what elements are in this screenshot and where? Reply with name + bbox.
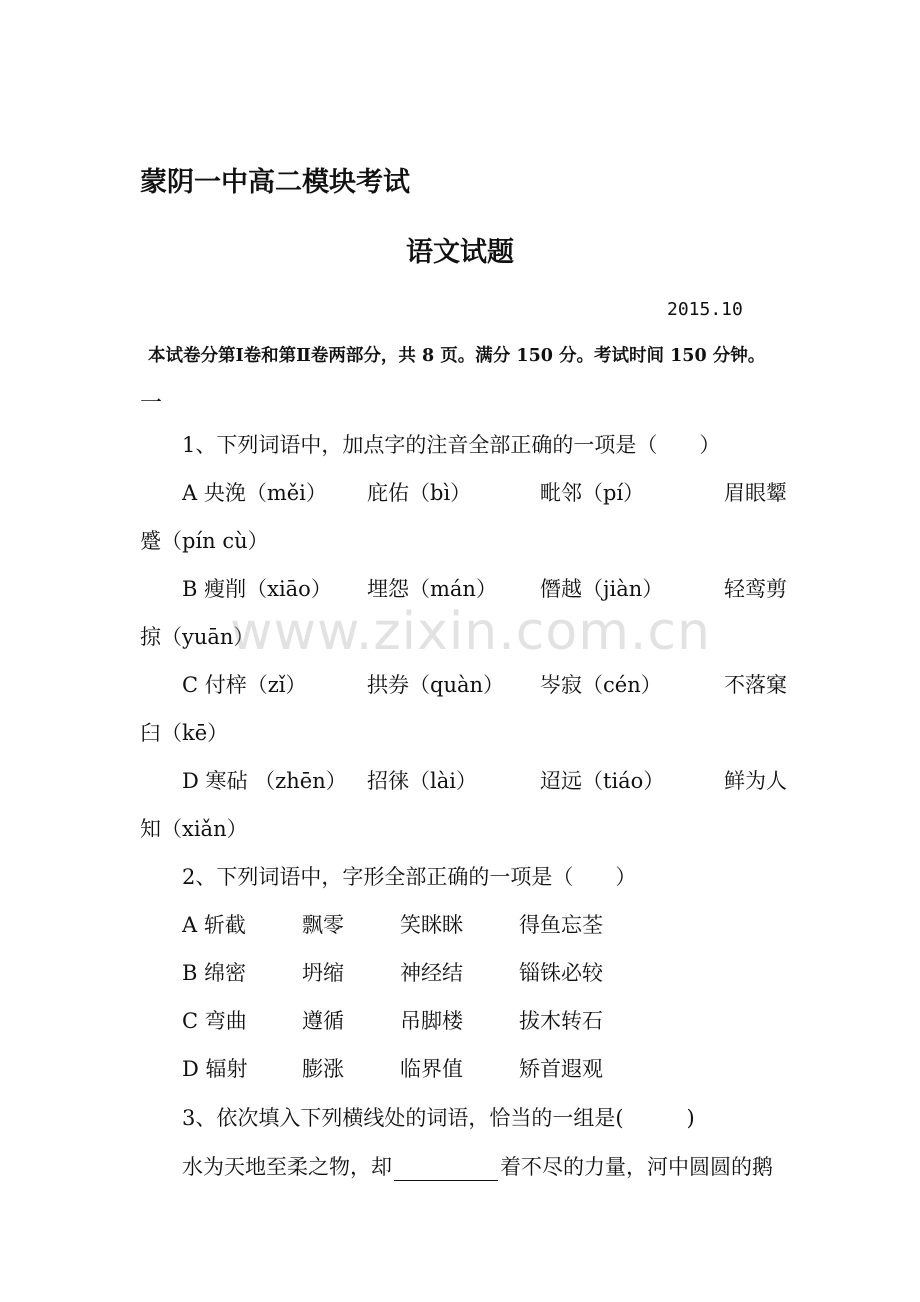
q1-option-a-word4: 眉眼颦 bbox=[724, 481, 787, 505]
q2-option-b-word1: B 绵密 bbox=[182, 961, 247, 985]
fill-in-blank bbox=[394, 1160, 498, 1181]
q1-option-d-word3: 迢远（tiáo） bbox=[540, 769, 665, 793]
q2-option-c-word1: C 弯曲 bbox=[182, 1009, 247, 1033]
q2-option-d-word4: 矫首遐观 bbox=[519, 1057, 603, 1081]
q1-option-c-word4: 不落窠 bbox=[724, 673, 787, 697]
q2-option-c-word2: 遵循 bbox=[302, 1009, 344, 1033]
q1-option-a-word3: 毗邻（pí） bbox=[540, 481, 645, 505]
q1-option-b-word2: 埋怨（mán） bbox=[367, 577, 497, 601]
q1-option-c-word3: 岑寂（cén） bbox=[540, 673, 662, 697]
q1-option-d-word4: 鲜为人 bbox=[724, 769, 787, 793]
q3-text-before: 水为天地至柔之物，却 bbox=[182, 1155, 392, 1179]
q1-option-b-word4-cont: 掠（yuān） bbox=[140, 625, 255, 649]
q1-option-a-word1: A 央浼（měi） bbox=[182, 481, 327, 505]
school-title: 蒙阴一中高二模块考试 bbox=[140, 167, 410, 198]
q1-option-d-word2: 招徕（lài） bbox=[367, 769, 477, 793]
q1-option-c-word2: 拱券（quàn） bbox=[367, 673, 505, 697]
q1-option-c-word4-cont: 臼（kē） bbox=[140, 721, 229, 745]
watermark: www.zixin.com.cn bbox=[230, 602, 711, 662]
q1-option-b-word3: 僭越（jiàn） bbox=[540, 577, 664, 601]
q3-stem: 3、依次填入下列横线处的词语，恰当的一组是( ) bbox=[182, 1106, 695, 1130]
part-heading: 一 bbox=[140, 391, 163, 416]
exam-instructions: 本试卷分第Ⅰ卷和第Ⅱ卷两部分，共 8 页。满分 150 分。考试时间 150 分钟。 bbox=[148, 346, 766, 366]
q2-option-c-word4: 拔木转石 bbox=[519, 1009, 603, 1033]
q2-option-d-word3: 临界值 bbox=[400, 1057, 463, 1081]
q2-option-d-word2: 膨涨 bbox=[302, 1057, 344, 1081]
q2-option-a-word2: 飘零 bbox=[302, 913, 344, 937]
q2-option-a-word4: 得鱼忘荃 bbox=[519, 913, 603, 937]
q1-option-c-word1: C 付梓（zǐ） bbox=[182, 673, 307, 697]
q2-option-a-word3: 笑眯眯 bbox=[400, 913, 463, 937]
q1-option-a-word4-cont: 蹙（pín cù） bbox=[140, 529, 269, 553]
q2-option-b-word2: 坍缩 bbox=[302, 961, 344, 985]
q2-option-a-word1: A 斩截 bbox=[182, 913, 246, 937]
q2-option-b-word4: 锱铢必较 bbox=[519, 961, 603, 985]
q1-option-b-word1: B 瘦削（xiāo） bbox=[182, 577, 332, 601]
q1-stem: 1、下列词语中，加点字的注音全部正确的一项是（ ） bbox=[182, 433, 721, 457]
q1-option-a-word2: 庇佑（bì） bbox=[367, 481, 472, 505]
q2-option-c-word3: 吊脚楼 bbox=[400, 1009, 463, 1033]
q2-stem: 2、下列词语中，字形全部正确的一项是（ ） bbox=[182, 865, 637, 889]
q1-option-d-word1: D 寒砧 （zhēn） bbox=[182, 769, 347, 793]
q2-option-d-word1: D 辐射 bbox=[182, 1057, 248, 1081]
q2-option-b-word3: 神经结 bbox=[400, 961, 463, 985]
q1-option-d-word4-cont: 知（xiǎn） bbox=[140, 817, 248, 841]
exam-date: 2015.10 bbox=[667, 299, 743, 320]
q3-passage-line bbox=[182, 1153, 773, 1181]
subject-title: 语文试题 bbox=[406, 237, 514, 268]
q3-text-after: 着不尽的力量，河中圆圆的鹅 bbox=[500, 1155, 773, 1179]
q1-option-b-word4: 轻鸾剪 bbox=[724, 577, 787, 601]
